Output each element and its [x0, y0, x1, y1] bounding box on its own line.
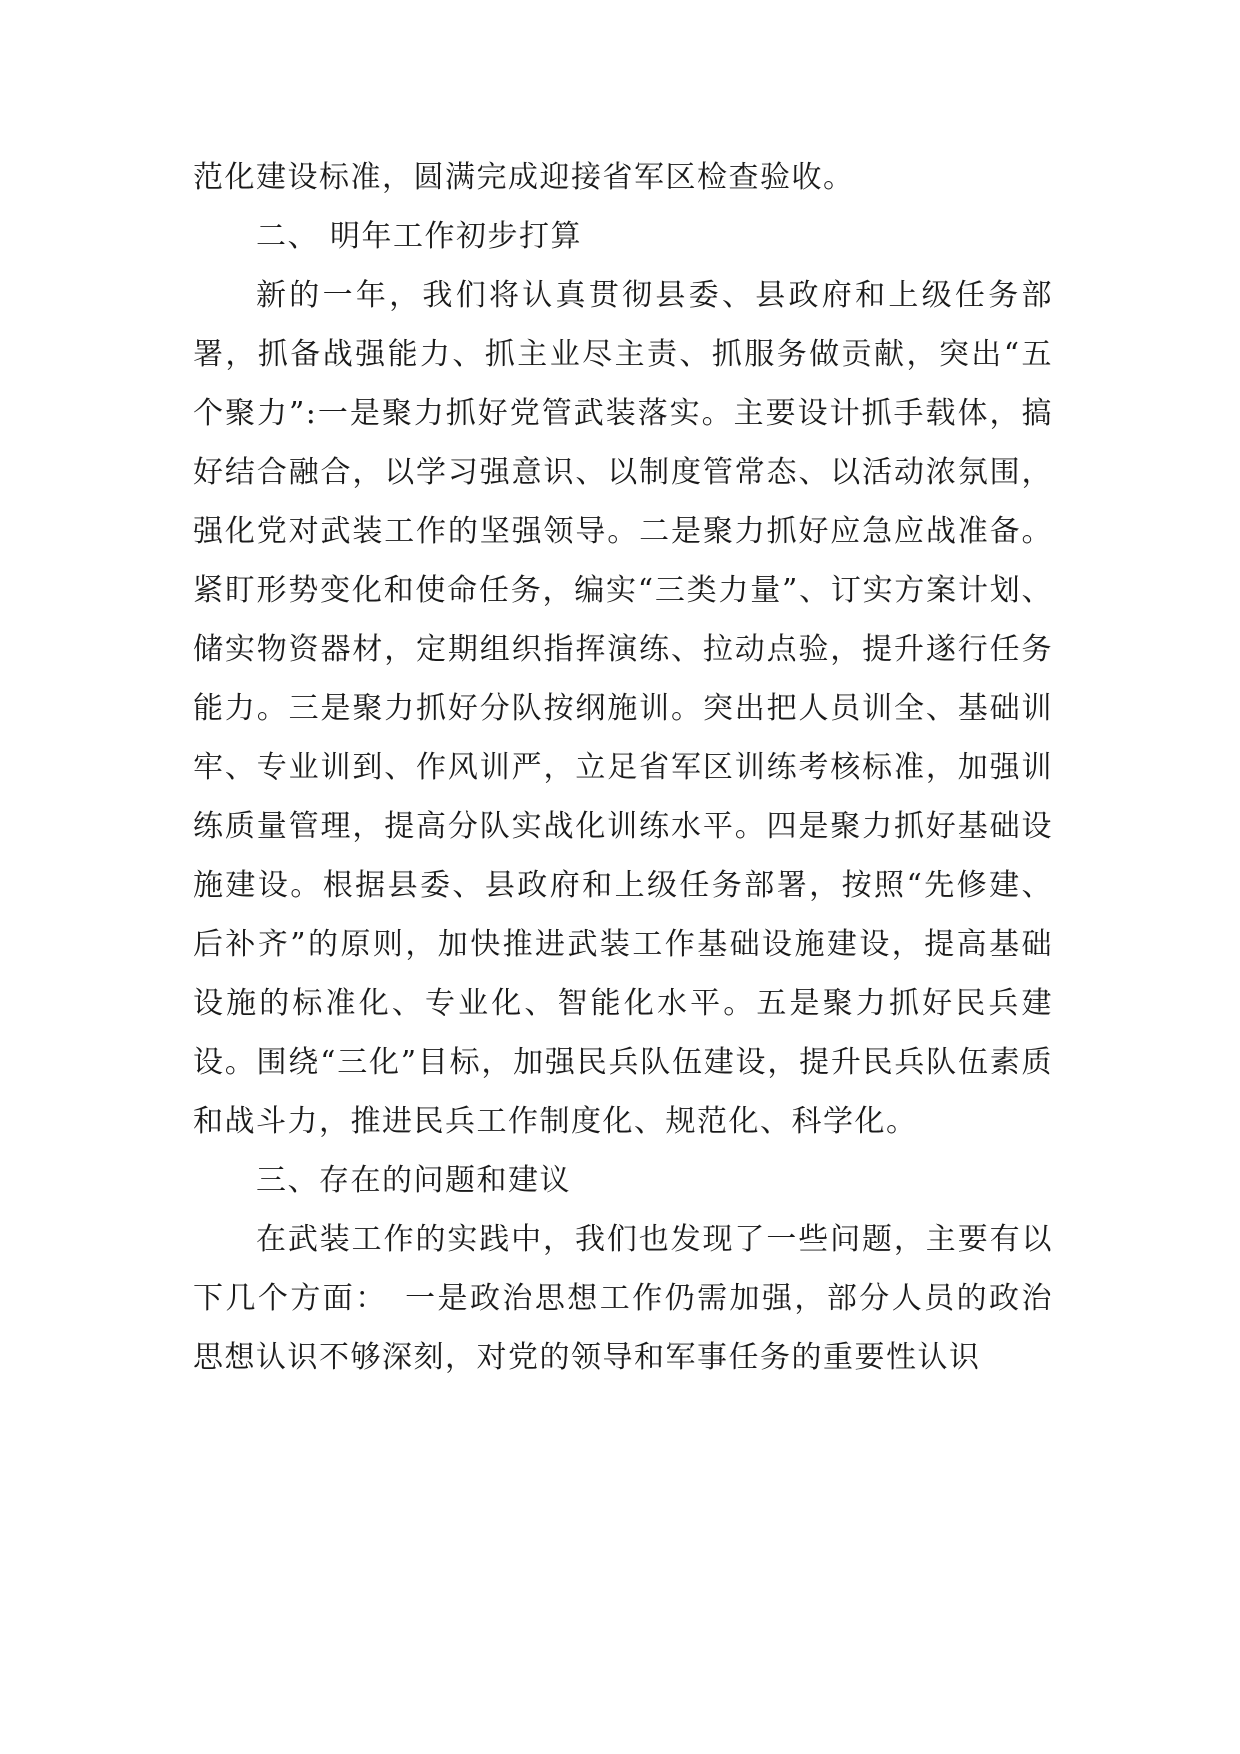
- document-body: [193, 148, 1053, 1387]
- section-heading-plans: 二、 明年工作初步打算: [256, 219, 583, 254]
- paragraph-continuation: 范化建设标准，圆满完成迎接省军区检查验收。: [193, 160, 855, 195]
- section-heading-problems: 三、存在的问题和建议: [256, 1163, 571, 1198]
- paragraph-plans: 新的一年，我们将认真贯彻县委、县政府和上级任务部署，抓备战强能力、抓主业尽主责、抓服务做贡献，突出“五个聚力”:一是聚力抓好党管武装落实。主要设计抓手载体，搞好结合融合，以学习强意识、以制度管常态、以活动浓氛围，强化党对武装工作的坚强领导。二是聚力抓好应急应战准备。紧盯形势变化和使命任务，编实“三类力量”、订实方案计划、储实物资器材，定期组织指挥演练、拉动点验，提升遂行任务能力。三是聚力抓好分队按纲施训。突出把人员训全、基础训牢、专业训到、作风训严，立足省军区训练考核标准，加强训练质量管理，提高分队实战化训练水平。四是聚力抓好基础设施建设。根据县委、县政府和上级任务部署，按照“先修建、后补齐”的原则，加快推进武装工作基础设施建设，提高基础设施的标准化、专业化、智能化水平。五是聚力抓好民兵建设。围绕“三化”目标，加强民兵队伍建设，提升民兵队伍素质和战斗力，推进民兵工作制度化、规范化、科学化。: [193, 278, 1053, 1139]
- paragraph-problems: 在武装工作的实践中，我们也发现了一些问题，主要有以下几个方面： 一是政治思想工作仍需加强，部分人员的政治思想认识不够深刻，对党的领导和军事任务的重要性认识: [193, 1222, 1053, 1375]
